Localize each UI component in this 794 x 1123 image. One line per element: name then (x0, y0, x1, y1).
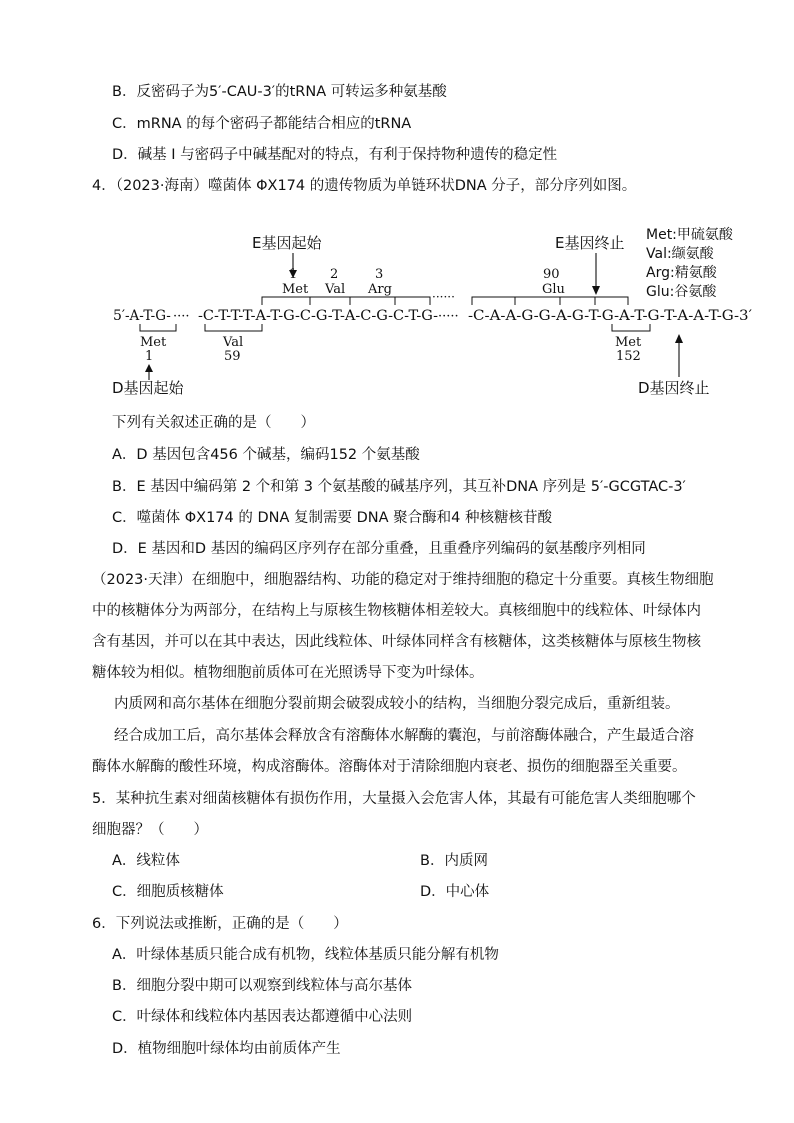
aa-met-top: Met (282, 282, 309, 297)
q3-option-d: D．碱基 I 与密码子中碱基配对的特点，有利于保持物种遗传的稳定性 (112, 147, 558, 163)
q5-option-b: B．内质网 (420, 853, 488, 869)
e-end-arrowhead (592, 286, 600, 295)
q5-stem-line-2: 细胞器？（ ） (92, 822, 208, 838)
aa-met-bottom-152: Met (615, 335, 642, 350)
e-gene-end-label: E基因终止 (555, 234, 625, 252)
e-codon-brackets-left (262, 297, 430, 305)
q6-option-a: A．叶绿体基质只能合成有机物，线粒体基质只能分解有机物 (112, 947, 499, 963)
passage-line-6: 经合成加工后，高尔基体会释放含有溶酶体水解酶的囊泡，与前溶酶体融合，产生最适合溶 (114, 728, 694, 744)
q4-option-c: C．噬菌体 ΦX174 的 DNA 复制需要 DNA 聚合酶和4 种核糖核苷酸 (112, 510, 552, 526)
seq-end: -C-A-A-G-G-A-G-T-G-A-T-G-T-A-A-T-G-3′ (468, 308, 752, 324)
aa-val-top: Val (325, 282, 346, 297)
codon-number-3: 3 (375, 267, 384, 282)
legend-met: Met:甲硫氨酸 (646, 227, 733, 243)
q5-stem-line-1: 5．某种抗生素对细菌核糖体有损伤作用，大量摄入会危害人体，其最有可能危害人类细胞哪个 (92, 791, 696, 807)
q4-question: 下列有关叙述正确的是（ ） (112, 415, 315, 431)
q6-option-b: B．细胞分裂中期可以观察到线粒体与高尔基体 (112, 978, 412, 994)
e-codon-brackets-right (472, 297, 628, 305)
q6-option-c: C．叶绿体和线粒体内基因表达都遵循中心法则 (112, 1009, 413, 1025)
q6-option-d: D．植物细胞叶绿体均由前质体产生 (112, 1041, 341, 1057)
q3-option-c: C．mRNA 的每个密码子都能结合相应的tRNA (112, 116, 412, 132)
codon-number-1: 1 (289, 267, 298, 282)
passage-line-7: 酶体水解酶的酸性环境，构成溶酶体。溶酶体对于清除细胞内衰老、损伤的细胞器至关重要。 (92, 759, 687, 775)
q6-stem: 6．下列说法或推断，正确的是（ ） (92, 916, 348, 932)
aa-val-bottom: Val (223, 335, 244, 350)
codon-number-90: 90 (543, 267, 560, 282)
q5-option-d: D．中心体 (420, 884, 490, 900)
d-codon-bracket-152 (612, 324, 650, 331)
legend-val: Val:缬氨酸 (646, 246, 714, 262)
passage-line-2: 中的核糖体分为两部分，在结构上与原核生物核糖体相差较大。真核细胞中的线粒体、叶绿体内 (92, 603, 701, 619)
codon-number-2: 2 (330, 267, 339, 282)
seq-ellipsis-1: ···· (173, 309, 190, 324)
seq-ellipsis-2: ····· (438, 309, 459, 324)
q4-option-a: A．D 基因包含456 个碱基，编码152 个氨基酸 (112, 447, 420, 463)
passage-line-4: 糖体较为相似。植物细胞前质体可在光照诱导下变为叶绿体。 (92, 665, 484, 681)
q4-option-b: B．E 基因中编码第 2 个和第 3 个氨基酸的碱基序列，其互补DNA 序列是 5′-GCGTAC-3′ (112, 479, 686, 495)
d-gene-start-label: D基因起始 (112, 379, 184, 397)
d-codon-number-152: 152 (616, 349, 641, 364)
q3-option-b: B．反密码子为5′-CAU-3′的tRNA 可转运多种氨基酸 (112, 84, 447, 100)
aa-arg-top: Arg (368, 282, 392, 297)
d-codon-bracket-59 (205, 324, 262, 331)
passage-line-1: （2023·天津）在细胞中，细胞器结构、功能的稳定对于维持细胞的稳定十分重要。真核生物细胞 (92, 572, 714, 588)
legend-arg: Arg:精氨酸 (646, 265, 717, 281)
e-gene-start-label: E基因起始 (252, 234, 322, 252)
seq-atg: -A-T-G- (125, 308, 171, 324)
seq-5-prime: 5′ (113, 308, 126, 324)
aa-met-bottom-1: Met (140, 335, 167, 350)
d-codon-number-1: 1 (145, 349, 154, 364)
q4-option-d: D．E 基因和D 基因的编码区序列存在部分重叠，且重叠序列编码的氨基酸序列相同 (112, 541, 646, 557)
d-gene-end-label: D基因终止 (638, 379, 710, 397)
passage-line-3: 含有基因，并可以在其中表达，因此线粒体、叶绿体同样含有核糖体，这类核糖体与原核生物核 (92, 634, 701, 650)
dna-sequence-figure (0, 215, 794, 415)
d-end-arrowhead (675, 334, 683, 343)
aa-glu-top: Glu (542, 282, 565, 297)
d-start-arrowhead (145, 364, 153, 372)
passage-line-5: 内质网和高尔基体在细胞分裂前期会破裂成较小的结构，当细胞分裂完成后，重新组装。 (114, 696, 680, 712)
seq-middle: -C-T-T-T-A-T-G-C-G-T-A-C-G-C-T-G- (198, 308, 438, 324)
q4-stem: 4．（2023·海南）噬菌体 ΦX174 的遗传物质为单链环状DNA 分子，部分序列如图。 (92, 178, 637, 194)
legend-glu: Glu:谷氨酸 (646, 284, 717, 300)
d-codon-bracket-1 (140, 324, 176, 331)
q5-option-c: C．细胞质核糖体 (112, 884, 224, 900)
q5-option-a: A．线粒体 (112, 853, 180, 869)
d-codon-number-59: 59 (224, 349, 241, 364)
top-ellipsis: ······ (432, 290, 455, 304)
